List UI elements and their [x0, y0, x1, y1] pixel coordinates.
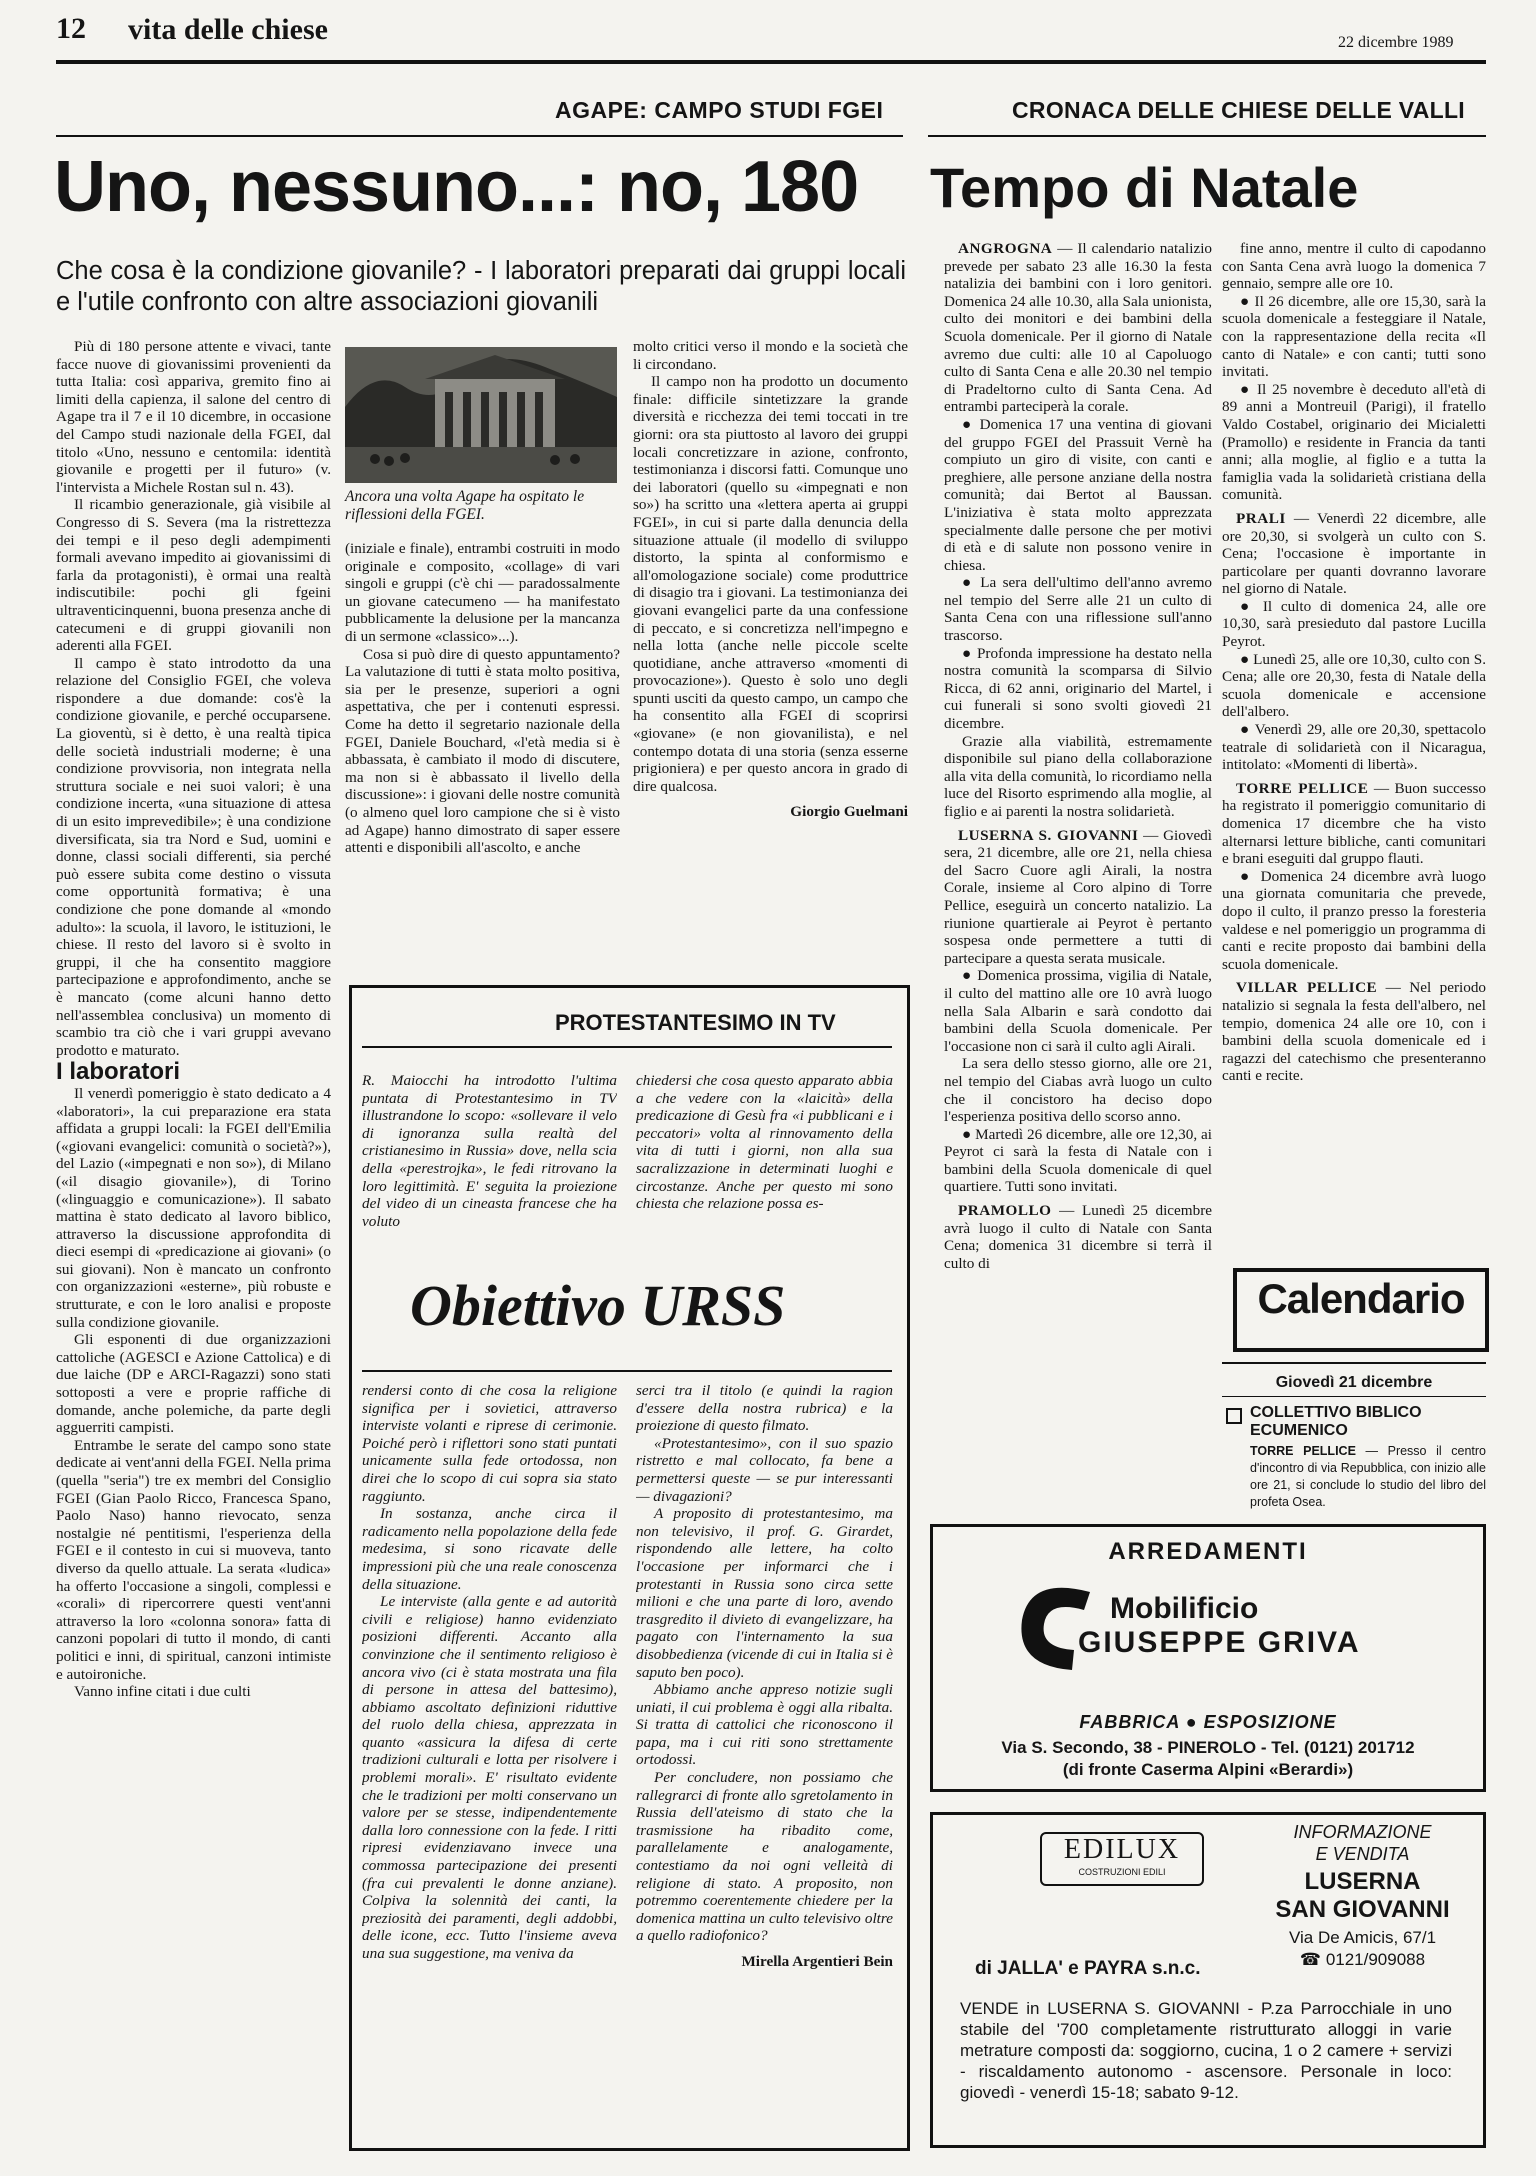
agape-photo	[345, 347, 617, 483]
news-item	[1222, 240, 1486, 293]
entry-text: Profonda impressione ha destato nella nostra comunità la scomparsa di Silvio Ricca, di 62 anni, originario del Martel, i cui funerali si sono svolti giovedì 21 dicembre.	[944, 644, 1212, 733]
right-column-a	[944, 240, 1212, 1510]
parish-entry	[944, 240, 1212, 416]
paragraph: Il venerdì pomeriggio è stato dedicato a 4 «laboratori», la cui preparazione era stata affidata a gruppi locali: la FGEI dell'Emilia («giovani evangelici: comunità o società?»), del Lazio («impegnati e non so»), di Milano («il disagio giovanile»), di Torino («linguaggio e comunicazione»). Il sabato mattina è stato dedicato al lavoro biblico, attraverso la discussione approfondita di dieci esempi di «predicazione ai giovani» (o sui giovani). Non è mancato un confronto con organizzazioni «esterne», più robuste e strutturate, e con le loro analisi e proposte sulla condizione giovanile.	[56, 1084, 331, 1331]
entry-text: Venerdì 29, alle ore 20,30, spettacolo teatrale di solidarietà con il Nicaragua, intitolato: «Momenti di libertà».	[1222, 721, 1486, 774]
entry-text: fine anno, mentre il culto di capodanno con Santa Cena avrà luogo la domenica 7 gennaio, sempre alle ore 10.	[1222, 240, 1486, 293]
phone-icon: ☎	[1299, 1950, 1326, 1969]
ad-griva-line2: Via S. Secondo, 38 - PINEROLO - Tel. (0121) 201712	[1001, 1738, 1415, 1757]
entry-text: — Nel periodo natalizio si segnala la festa dell'albero, nel tempio, domenica 24 alle ore 10, con i bambini della scuola domenicale ed i ragazzi del catechismo che presenteranno canti e recite.	[1222, 979, 1486, 1085]
paragraph: Il campo non ha prodotto un documento finale: difficile sintetizzare la grande diversità e ricchezza dei temi toccati in tre giorni: ora sta piuttosto al lavoro dei gruppi locali concretizzare in azione, confronto, testimonianza i discorsi fatti. Comunque uno dei laboratori (quello su «impegnati e non so») ha scritto una «lettera aperta ai gruppi FGEI», in cui si parte dalla denuncia della situazione attuale (il modello di sviluppo distorto, la spinta al conformismo e all'omologazione sociale) come produttrice di disagio tra i giovani. La testimonianza dei giovani evangelici parte da una confessione di peccato, e si concretizza nell'impegno e nella lotta (anche nelle piccole scelte quotidiane, anche attraverso «momenti di provocazione»). Questo è solo uno degli spunti usciti da questo campo, un campo che ha consentito alla FGEI di scoprirsi «giovane» (e non giovanilista), e nel contempo dotata di una storia (senza esserne prigioniera) e per questo ancora in grado di dire qualcosa.	[633, 373, 908, 795]
photo-caption: Ancora una volta Agape ha ospitato le riflessioni della FGEI.	[345, 488, 585, 523]
ad-griva-line1	[933, 1712, 1483, 1733]
ad-edilux-phone: 0121/909088	[1325, 1950, 1426, 1969]
calendario-item-title: COLLETTIVO BIBLICO ECUMENICO	[1250, 1404, 1422, 1439]
calendario-rule-2	[1222, 1396, 1486, 1397]
news-item	[944, 645, 1212, 733]
paragraph: Il campo è stato introdotto da una relazione del Consiglio FGEI, che voleva rispondere a due domande: cos'è la condizione giovanile, e perché occuparsene. La gioventù, si è detto, è una realtà tipica delle società industriali moderne; è una condizione provvisoria, non integrata nella struttura sociale e nei suoi valori; è una condizione incerta, «una situazione di attesa di un esito imprevedibile»; è una condizione diversificata, sia tra Nord e Sud, uomini e donne, classi sociali differenti, sia perché può essere subita come destino o vissuta come opportunità formativa; è una condizione che pone domande al «mondo adulto»: la scuola, il lavoro, le istituzioni, le chiese. Il resto del lavoro si è svolto in gruppi, il che ha consentito maggiore partecipazione e approfondimento, anche se è mancato (come alcuni hanno detto nell'assemblea conclusiva) un momento di scambio tra ciò che i vari gruppi avevano prodotto e maturato.	[56, 654, 331, 1059]
section-name: vita delle chiese	[128, 13, 328, 46]
entry-text: Domenica 24 dicembre avrà luogo una giornata comunitaria che prevede, dopo il culto, il pranzo presso la foresteria valdese e nel pomeriggio un programma di canti e recite proposto dai bambini della scuola domenicale.	[1222, 867, 1486, 973]
parish-name: LUSERNA S. GIOVANNI	[958, 826, 1139, 844]
news-item	[1222, 598, 1486, 651]
parish-name: PRALI	[1236, 509, 1286, 527]
paragraph: Gli esponenti di due organizzazioni cattoliche (AGESCI e Azione Cattolica) e di due laiche (DP e ARCI-Ragazzi) sono stati sottoposti a vere e proprie raffiche di domande, anche polemiche, da parte degli agguerriti campisti.	[56, 1331, 331, 1437]
news-item	[1222, 721, 1486, 774]
ad-griva-name1: Mobilificio	[1110, 1592, 1259, 1625]
tv-headline-rule	[362, 1370, 892, 1372]
parish-entry	[944, 827, 1212, 968]
news-item	[944, 1126, 1212, 1196]
paragraph: serci tra il titolo (e quindi la ragion d'essere della nostra rubrica) e la proiezione di questo filmato.	[636, 1382, 893, 1435]
paragraph: (iniziale e finale), entrambi costruiti in modo originale e composito, «collage» di vari singoli e gruppi (c'è chi — paradossalmente un giovane catecumeno — ha manifestato pubblicamente la delusione per la mancanza di un sermone «classico»...).	[345, 540, 620, 645]
bullet-icon: ●	[962, 1125, 976, 1143]
paragraph: rendersi conto di che cosa la religione significa per i sovietici, attraverso interviste volanti e riprese di cerimonie. Poiché però i riflettori sono stati puntati unicamente sulla fede ortodossa, non direi che lo scopo di cui sopra sia stato raggiunto.	[362, 1382, 617, 1505]
parish-entry	[1222, 979, 1486, 1085]
entry-text: Domenica prossima, vigilia di Natale, il culto del mattino alle ore 10 avrà luogo nella Sala Albarin e sarà condotto dai bambini della Scuola domenicale. Per l'occasione non ci sarà il culto agli Airali.	[944, 967, 1212, 1055]
parish-name: PRAMOLLO	[958, 1202, 1052, 1220]
ad-griva-top: ARREDAMENTI	[1108, 1538, 1308, 1565]
calendario-item-text: — Presso il centro d'incontro di via Repubblica, con inizio alle ore 21, si conclude lo studio del libro del profeta Osea.	[1250, 1444, 1486, 1509]
calendario-item-place: TORRE PELLICE	[1250, 1444, 1356, 1458]
entry-text: Il 25 novembre è deceduto all'età di 89 anni a Montreuil (Parigi), il fratello Valdo Costabel, originario dei Micialetti (Pramollo) e residente in Francia da tanti anni; alla moglie, al figlio e a tutta la famiglia vada la solidarietà cristiana della comunità.	[1222, 380, 1486, 504]
right-kicker-rule	[928, 135, 1486, 137]
news-item	[944, 967, 1212, 1055]
issue-date: 22 dicembre 1989	[1338, 34, 1454, 51]
tv-top-left	[362, 1072, 617, 1292]
paragraph: Per concludere, non possiamo che rallegrarci di fronte allo sgretolamento in Russia dell'ateismo di stato che la trasmissione ha ribadito come, parallelamente e analogamente, contestiamo da noi ogni velleità di religione di stato. A proposito, non potremmo coerentemente chiedere per la domenica mattina un culto televisivo oltre a quello radiofonico?	[636, 1769, 893, 1945]
paragraph: In sostanza, anche circa il radicamento nella popolazione della fede medesima, si sono ricavate delle impressioni più che una reale conoscenza della situazione.	[362, 1505, 617, 1593]
left-kicker: AGAPE: CAMPO STUDI FGEI	[555, 97, 884, 123]
checkbox-icon	[1226, 1408, 1242, 1424]
edilux-logo	[1040, 1832, 1204, 1886]
left-subtitle: Che cosa è la condizione giovanile? - I laboratori preparati dai gruppi locali e l'utile confronto con altre associazioni giovanili	[56, 257, 906, 316]
news-item	[944, 416, 1212, 574]
subhead-laboratori: I laboratori	[56, 1058, 181, 1086]
parish-name: ANGROGNA	[958, 240, 1053, 257]
left-headline: Uno, nessuno...: no, 180	[54, 147, 859, 227]
left-column-3	[633, 338, 908, 998]
parish-name: VILLAR PELLICE	[1236, 979, 1378, 997]
parish-entry	[1222, 780, 1486, 868]
tv-top-right	[636, 1072, 893, 1292]
paragraph: molto critici verso il mondo e la società che li circondano.	[633, 338, 908, 373]
ad-edilux-body: VENDE in LUSERNA S. GIOVANNI - P.za Parrocchiale in uno stabile del '700 completamente ristrutturato alloggi in varie metrature composti da: soggiorno, cucina, 1 o 2 camere + servizi - riscaldamento autonomo - ascensore. Personale in loco: giovedì - venerdì 15-18; sabato 9-12.	[960, 1999, 1452, 2102]
entry-text: Il culto di domenica 24, alle ore 10,30, sarà presieduto dal pastore Lucilla Peyrot.	[1222, 597, 1486, 651]
page-number: 12	[56, 12, 86, 45]
entry-text: La sera dello stesso giorno, alle ore 21, nel tempio del Ciabas avrà luogo un culto che il concistoro ha deciso dopo l'esperienza positiva dello scorso anno.	[944, 1055, 1212, 1126]
paragraph: Vanno infine citati i due culti	[74, 1683, 251, 1701]
entry-text: La sera dell'ultimo dell'anno avremo nel tempio del Serre alle 21 un culto di Santa Cena con una riflessione sull'anno trascorso.	[944, 574, 1212, 645]
entry-text: Il 26 dicembre, alle ore 15,30, sarà la scuola domenicale a festeggiare il Natale, con la rappresentazione della recita «Il canto di Natale» e con canti; tutti sono invitati.	[1222, 292, 1486, 381]
ad-edilux-phone-row	[1250, 1950, 1475, 1970]
tv-bottom-left	[362, 1382, 617, 2132]
entry-text: — Lunedì 25 dicembre avrà luogo il culto di Natale con Santa Cena; domenica 31 dicembre si terrà il culto di	[944, 1202, 1212, 1272]
left-column-2	[345, 540, 620, 960]
entry-text: Grazie alla viabilità, estremamente disponibile sul piano della collaborazione alla vita della comunità, lo ricordiamo nella luce del Risorto esprimendo alla moglie, al figlio e ai parenti la nostra solidarietà.	[944, 732, 1212, 820]
tv-headline: Obiettivo URSS	[410, 1273, 786, 1338]
parish-entry	[944, 1202, 1212, 1272]
ad-griva-fabbrica: FABBRICA	[1079, 1712, 1180, 1732]
building-photo-icon	[345, 347, 617, 483]
bullet-icon: ●	[1240, 380, 1257, 398]
left-kicker-rule	[56, 135, 903, 137]
edilux-brand: EDILUX	[1063, 1834, 1181, 1865]
entry-text: — Giovedì sera, 21 dicembre, alle ore 21, nella chiesa del Sacro Cuore agli Airali, la nostra Corale, insieme al Coro alpino di Torre Pellice, eseguirà un concerto natalizio. La riunione quartierale ai Peyrot è pertanto sospesa onde permettere a tutti di partecipare a questa serata musicale.	[944, 826, 1212, 967]
entry-text: Domenica 17 una ventina di giovani del gruppo FGEI del Prassuit Vernè ha compiuto un giro di visite, con canti e preghiere, alle persone anziane della nostra comunità; dai Bertot al Baussan. L'iniziativa è stata molto apprezzata specialmente dalle persone che per motivi di età e di salute non possono venire in chiesa.	[944, 415, 1212, 574]
entry-text: — Il calendario natalizio prevede per sabato 23 alle 16.30 la festa natalizia dei bambini con i loro genitori. Domenica 24 alle 10.30, alla Sala unionista, culto dei monitori e dei bambini della Scuola domenicale. Per il giorno di Natale avremo due culti: alle 10 al Capoluogo culto di Santa Cena e alle 20.30 nel tempio di Pradeltorno culto di Santa Cena. Ad entrambi parteciperà la corale.	[944, 240, 1212, 416]
entry-text: Martedì 26 dicembre, alle ore 12,30, ai Peyrot ci sarà la festa di Natale con i bambini della Scuola domenicale di quel quartiere. Tutti sono invitati.	[944, 1125, 1212, 1196]
bullet-icon: ●	[962, 415, 980, 433]
tv-kicker-rule	[362, 1046, 892, 1048]
bullet-icon: ●	[1240, 867, 1261, 885]
parish-name: TORRE PELLICE	[1236, 779, 1369, 797]
ad-griva-line3: (di fronte Caserma Alpini «Berardi»)	[1062, 1760, 1354, 1779]
ad-edilux-town1: LUSERNA	[1304, 1868, 1421, 1895]
entry-text: — Venerdì 22 dicembre, alle ore 20,30, si svolgerà un culto con S. Cena; l'occasione è importante in particolare per quanti dovranno lavorare nel giorno di Natale.	[1222, 509, 1486, 598]
calendario-title: Calendario	[1257, 1275, 1465, 1322]
calendario-date: Giovedì 21 dicembre	[1275, 1374, 1433, 1391]
paragraph: Le interviste (alla gente e ad autorità civili e religiose) hanno evidenziato posizioni differenti. Accanto alla convinzione che il sentimento religioso è ancora vivo (ci è stata mostrata una fila di persone in attesa del battesimo), abbiamo ascoltato definizioni riduttive del ruolo della chiesa, apprezzata in quanto «assicura la difesa di certe tradizioni culturali e lotta per risolvere i problemi morali». E' risultato evidente che le tradizioni per molti conservano un valore per se stesse, indipendentemente dalla loro connessione con la fede. I ritti ripresi evidenziavano invece una commossa partecipazione dei presenti (fra cui prevalenti le donne anziane). Colpiva la solennità dei canti, la preziosità dei paramenti, degli addobbi, delle icone, ecc. Tutto l'insieme aveva una sua suggestione, ma veniva da	[362, 1593, 617, 1962]
bullet-icon: ●	[1240, 721, 1255, 739]
paragraph: R. Maiocchi ha introdotto l'ultima puntata di Protestantesimo in TV illustrandone lo scopo: «sollevare il velo di ignoranza sulla realtà del cristianesimo in Russia» dove, nella scia della «perestrojka», le fedi ritrovano la loro legittimità. E' seguita la proiezione del video di un cineasta francese che ha voluto	[362, 1072, 617, 1230]
news-item	[1222, 868, 1486, 974]
edilux-brand-sub: COSTRUZIONI EDILI	[1078, 1867, 1166, 1877]
bullet-icon: ●	[1185, 1712, 1204, 1732]
bullet-icon: ●	[1240, 597, 1263, 615]
tv-bottom-right	[636, 1382, 893, 2132]
news-item	[1222, 293, 1486, 381]
bullet-icon: ●	[962, 967, 978, 985]
paragraph: Più di 180 persone attente e vivaci, tante facce nuove di giovanissimi provenienti da tutta Italia: così appariva, gremito fino ai limiti della capienza, il salone del centro di Agape tra il 7 e il 10 dicembre, in occasione del Campo studi nazionale della FGEI, dal titolo «Uno, nessuno e centomila: identità giovanile e progetti per il futuro» (v. l'intervista a Michele Rostan sul n. 43).	[56, 338, 331, 496]
news-item	[1222, 651, 1486, 721]
entry-text: — Buon successo ha registrato il pomeriggio comunitario di domenica 17 dicembre che ha visto alternarsi letture bibliche, canti comunitari e brani eseguiti dal gruppo flauti.	[1222, 779, 1486, 868]
calendario-item	[1250, 1443, 1486, 1511]
right-kicker: CRONACA DELLE CHIESE DELLE VALLI	[1012, 97, 1466, 123]
news-item	[944, 574, 1212, 644]
ad-griva-esposizione: ESPOSIZIONE	[1203, 1712, 1337, 1732]
ad-edilux-info1: INFORMAZIONE	[1293, 1822, 1432, 1842]
right-column-b	[1222, 240, 1486, 1230]
bullet-icon: ●	[962, 644, 977, 662]
paragraph: «Protestantesimo», con il suo spazio ristretto e mal collocato, fa bene a permettersi queste — se pur interessanti — divagazioni?	[636, 1434, 893, 1505]
masthead-rule	[56, 60, 1486, 64]
tv-kicker: PROTESTANTESIMO IN TV	[555, 1010, 836, 1035]
paragraph: Entrambe le serate del campo sono state dedicate ai vent'anni della FGEI. Nella prima (quella "seria") tre ex membri del Consiglio FGEI (Gian Paolo Ricco, Francesca Spano, Paolo Naso) hanno rievocato, senza nostalgie né pentitismi, l'esperienza della FGEI e il contesto in cui si muoveva, tanto diverso da quello attuale. La serata «ludica» ha offerto l'occasione a singoli, complessi e «corali» di ripercorrere questi vent'anni attraverso la loro «colonna sonora» fatta di canzoni popolari di tutto il mondo, di canti politici e inni, di spiritual, canzoni intimiste e autoironiche.	[56, 1436, 331, 1683]
right-headline: Tempo di Natale	[930, 156, 1359, 219]
paragraph: Abbiamo anche appreso notizie sugli uniati, il cui problema è oggi alla ribalta. Si tratta di cattolici che riconoscono il papa, ma i cui riti sono strettamente ortodossi.	[636, 1681, 893, 1769]
news-item	[944, 1055, 1212, 1125]
news-item	[944, 733, 1212, 821]
parish-entry	[1222, 510, 1486, 598]
ad-griva-name2: GIUSEPPE GRIVA	[1078, 1626, 1361, 1659]
bullet-icon: ●	[962, 574, 981, 592]
signature: Mirella Argentieri Bein	[741, 1953, 893, 1970]
left-column-1	[56, 338, 331, 2168]
ad-edilux-address: Via De Amicis, 67/1	[1288, 1928, 1437, 1947]
signature: Giorgio Guelmani	[790, 803, 908, 821]
ad-edilux-owners: di JALLA' e PAYRA s.n.c.	[975, 1958, 1201, 1979]
paragraph: chiedersi che cosa questo apparato abbia a che vedere con la «laicità» della predicazione di Gesù fra «i pubblicani e i peccatori» volta al rinnovamento della vita di tutti i giorni, non alla sua sacralizzazione in determinati luoghi e circostanze. Anche per questo mi sono chiesta che relazione possa es-	[636, 1072, 893, 1213]
paragraph: A proposito di protestantesimo, ma non televisivo, il prof. G. Girardet, rispondendo alle lettere, ha colto l'occasione per informarci che i protestanti in Russia sono circa sette milioni e che una parte di loro, avendo trasgredito il divieto di evangelizzare, ha pagato con l'internamento la sua disobbedienza (vicende di cui in Italia si è saputo ben poco).	[636, 1505, 893, 1681]
ad-edilux-info2: E VENDITA	[1315, 1844, 1410, 1864]
paragraph: Il ricambio generazionale, già visibile al Congresso di S. Severa (ma la ristrettezza dei tempi e il peso degli adempimenti formali avevano impedito ai giovanissimi di farla da protagonisti), è ormai una realtà indiscutibile: pochi gli fgeini ultraventicinquenni, buona presenza anche di catecumeni e di gruppi giovanili non aderenti alla FGEI.	[56, 496, 331, 655]
entry-text: Lunedì 25, alle ore 10,30, culto con S. Cena; alle ore 20,30, festa di Natale della scuola domenicale e accensione dell'albero.	[1222, 650, 1486, 721]
calendario-rule	[1222, 1362, 1486, 1364]
bullet-icon: ●	[1240, 292, 1255, 310]
bullet-icon: ●	[1240, 650, 1254, 668]
ad-edilux-town2: SAN GIOVANNI	[1275, 1896, 1450, 1923]
paragraph: Cosa si può dire di questo appuntamento? La valutazione di tutti è stata molto positiva, sia per le presenze, superiori a ogni aspettativa, che per i contenuti espressi. Come ha detto il segretario nazionale della FGEI, Daniele Bouchard, «l'età media si è abbassata, è cambiato il modo di discutere, ma non si è abbassato il livello della discussione»: i giovani delle nostre comunità (o almeno quel loro campione che si è visto ad Agape) hanno dimostrato di saper essere attenti e disponibili all'ascolto, e anche	[345, 645, 620, 857]
news-item	[1222, 381, 1486, 504]
